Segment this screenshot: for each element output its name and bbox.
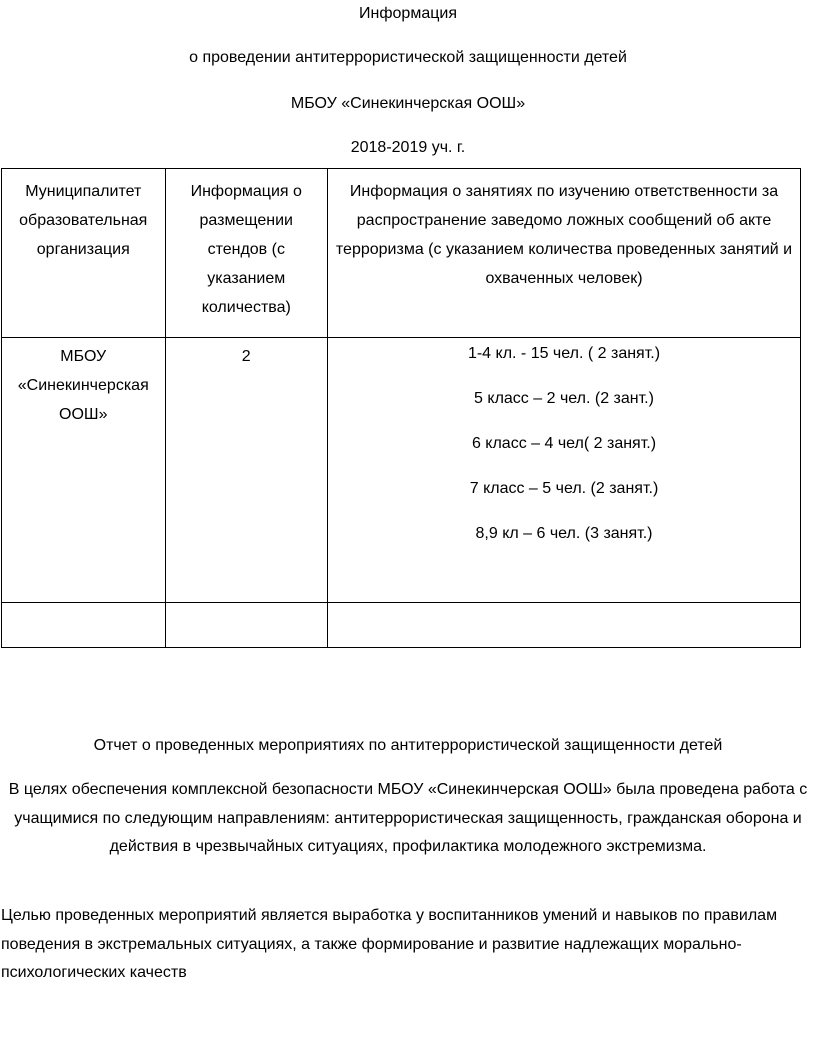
lesson-item: 1-4 кл. - 15 чел. ( 2 занят.) [467, 345, 661, 362]
empty-cell [2, 603, 166, 648]
empty-cell [165, 603, 327, 648]
table-empty-row [2, 603, 801, 648]
lesson-item: 6 класс – 4 чел( 2 занят.) [471, 435, 657, 452]
document-subtitle: о проведении антитеррористической защищенности детей [189, 49, 627, 66]
lesson-item: 5 класс – 2 чел. (2 зант.) [474, 390, 654, 407]
lesson-item: 8,9 кл – 6 чел. (3 занят.) [475, 525, 653, 542]
table-header-row [2, 169, 801, 338]
document-title: Информация [359, 5, 457, 22]
empty-cell [328, 603, 801, 648]
school-year: 2018-2019 уч. г. [350, 139, 466, 156]
info-table [1, 168, 801, 648]
lesson-item: 7 класс – 5 чел. (2 занят.) [469, 480, 659, 497]
header-cell-lessons: Информация о занятиях по изучению ответственности за распространение заведомо ложных сообщений об акте терроризма (с указанием количества проведенных занятий и охваченных человек) [328, 169, 801, 338]
header-cell-organization: Муниципалитет образовательная организация [2, 169, 166, 338]
cell-organization: МБОУ «Синекинчерская ООШ» [2, 338, 166, 603]
school-name: МБОУ «Синекинчерская ООШ» [290, 95, 526, 112]
cell-stands: 2 [165, 338, 327, 603]
table-row [2, 338, 801, 603]
report-paragraph-1: В целях обеспечения комплексной безопасности МБОУ «Синекинчерская ООШ» была проведена работа с учащимися по следующим направлениям: антитеррористическая защищенность, гражданская оборона и действия в чрезвычайных ситуациях, профилактика молодежного экстремизма. [8, 781, 808, 855]
cell-lessons [328, 338, 801, 603]
header-cell-stands: Информация о размещении стендов (с указанием количества) [165, 169, 327, 338]
report-paragraph-2: Целью проведенных мероприятий является выработка у воспитанников умений и навыков по правилам поведения в экстремальных ситуациях, а также формирование и развитие надлежащих морально-психологических качеств [1, 907, 778, 981]
report-title: Отчет о проведенных мероприятиях по антитеррористической защищенности детей [93, 737, 723, 754]
